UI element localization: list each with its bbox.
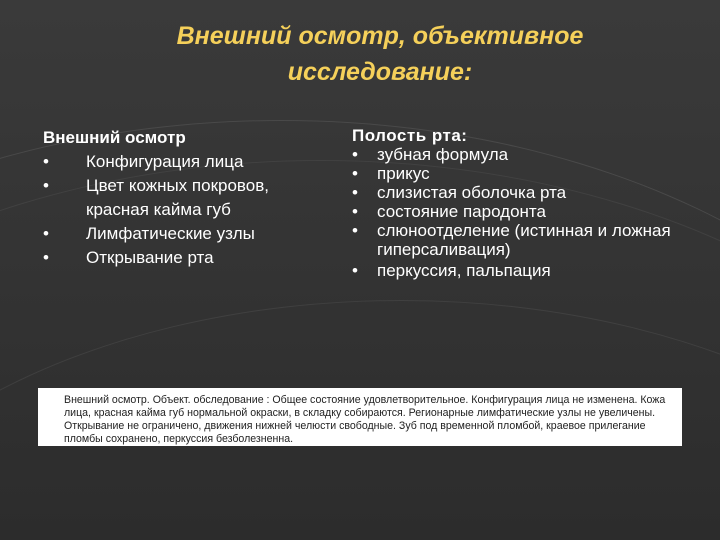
list-item	[352, 202, 672, 221]
exam-note-text: Внешний осмотр. Объект. обследование : Общее состояние удовлетворительное. Конфигурация лица не изменена. Кожа лица, красная кайма губ нормальной окраски, в складку собираются. Регионарные лимфатические узлы не увеличены. Открывание не ограничено, движения нижней челюсти свободные. Зуб под временной пломбой, краевое прилегание пломбы сохранено, перкуссия безболезненна.	[38, 388, 682, 446]
list-item	[352, 145, 672, 164]
bullet-icon: •	[352, 221, 358, 240]
list-item	[43, 150, 333, 174]
bullet-icon: •	[43, 152, 49, 171]
list-item	[352, 221, 672, 259]
list-item-text: зубная формула	[377, 145, 509, 164]
oral-cavity-list	[352, 145, 672, 280]
list-item-text: Лимфатические узлы	[86, 224, 255, 243]
list-item-text: слизистая оболочка рта	[377, 183, 567, 202]
bullet-icon: •	[43, 224, 49, 243]
bullet-icon: •	[352, 164, 358, 183]
list-item-text: Открывание рта	[86, 248, 214, 267]
external-exam-heading: Внешний осмотр	[43, 128, 186, 147]
slide-title: Внешний осмотр, объективное исследование:	[176, 22, 584, 86]
list-item-text: перкуссия, пальпация	[377, 261, 551, 280]
list-item-text: Конфигурация лица	[86, 152, 244, 171]
bullet-icon: •	[43, 176, 49, 195]
bullet-icon: •	[352, 145, 358, 164]
oral-cavity-column	[352, 126, 672, 280]
list-item-text: Цвет кожных покровов, красная кайма губ	[86, 176, 269, 219]
external-exam-column	[43, 126, 333, 270]
list-item-text: состояние пародонта	[377, 202, 546, 221]
list-item-text: слюноотделение (истинная и ложная гиперсаливация)	[377, 221, 671, 259]
list-item	[352, 164, 672, 183]
list-item	[352, 261, 672, 280]
list-item	[352, 183, 672, 202]
list-item-text: прикус	[377, 164, 430, 183]
list-item	[43, 174, 333, 222]
list-item	[43, 222, 333, 246]
oral-cavity-heading: Полость рта:	[352, 126, 468, 145]
bullet-icon: •	[352, 202, 358, 221]
external-exam-list	[43, 150, 333, 270]
bullet-icon: •	[352, 183, 358, 202]
bullet-icon: •	[43, 248, 49, 267]
list-item	[43, 246, 333, 270]
bullet-icon: •	[352, 261, 358, 280]
